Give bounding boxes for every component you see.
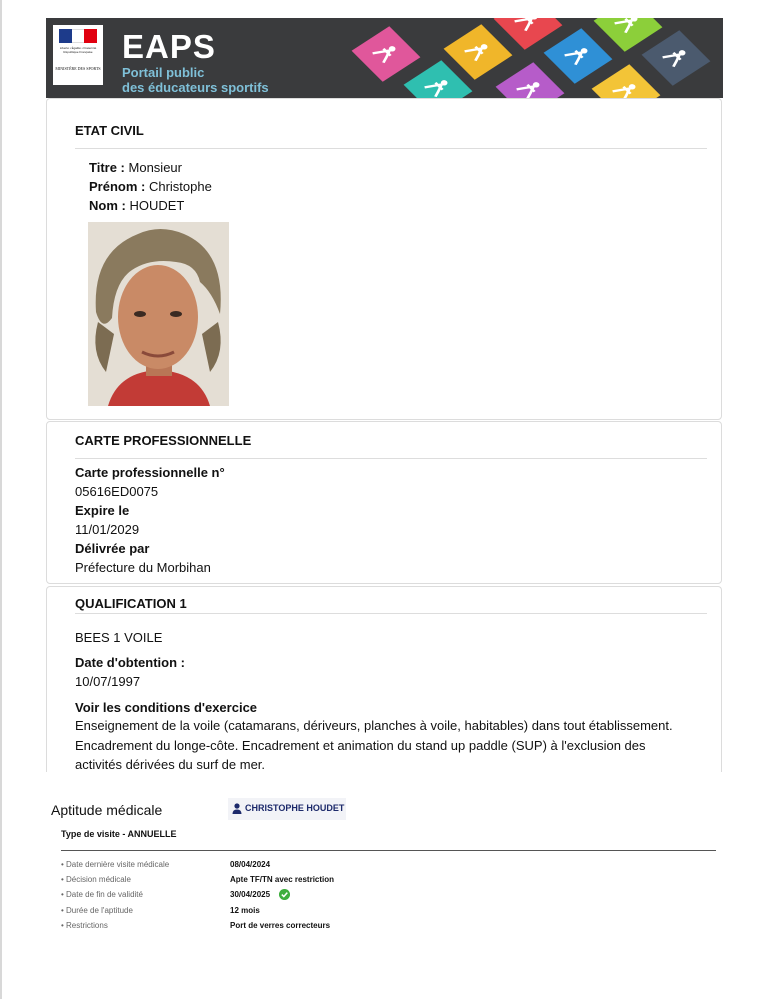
conditions-link[interactable]: Voir les conditions d'exercice xyxy=(75,700,258,715)
divider xyxy=(75,458,707,459)
nom-value: HOUDET xyxy=(129,198,185,213)
prenom-row xyxy=(89,179,212,194)
medical-row-value: 08/04/2024 xyxy=(230,860,271,869)
qualification-heading: QUALIFICATION 1 xyxy=(75,596,187,611)
titre-label: Titre : xyxy=(89,160,125,175)
divider xyxy=(75,613,707,614)
medical-row-label: • Restrictions xyxy=(61,921,108,930)
delivree-value: Préfecture du Morbihan xyxy=(75,560,211,575)
sport-tile-icon xyxy=(352,26,421,82)
diplome-value: BEES 1 VOILE xyxy=(75,630,163,645)
carte-professionnelle-card xyxy=(46,421,722,584)
app-subtitle-line2: des éducateurs sportifs xyxy=(122,80,269,95)
prenom-value: Christophe xyxy=(148,179,212,194)
medical-row-value: 30/04/2025 xyxy=(230,890,271,899)
marianne-logo xyxy=(53,25,103,85)
etat-civil-heading: ETAT CIVIL xyxy=(75,123,144,138)
conditions-line: Encadrement du longe-côte. Encadrement et animation du stand up paddle (SUP) à l'exclusion des xyxy=(75,738,646,753)
ministry-text: MINISTÈRE DES SPORTS xyxy=(55,66,101,71)
medical-row-label: • Date dernière visite médicale xyxy=(61,860,170,869)
divider xyxy=(61,850,716,851)
medical-row-value: 12 mois xyxy=(230,906,260,915)
patient-name: CHRISTOPHE HOUDET xyxy=(245,803,345,813)
expire-label: Expire le xyxy=(75,503,130,518)
obtention-value: 10/07/1997 xyxy=(75,674,141,689)
visit-type: Type de visite - ANNUELLE xyxy=(61,829,177,839)
medical-row-value: Apte TF/TN avec restriction xyxy=(230,875,335,884)
header-banner xyxy=(46,18,723,98)
titre-row xyxy=(89,160,182,175)
person-icon xyxy=(232,803,242,814)
sport-tile-icon xyxy=(494,18,563,50)
sport-tile-icon xyxy=(544,28,613,84)
conditions-line: activités dérivées du surf de mer. xyxy=(75,757,266,772)
expire-value: 11/01/2029 xyxy=(75,522,140,537)
medical-row-label: • Décision médicale xyxy=(61,875,131,884)
carte-numero-label: Carte professionnelle n° xyxy=(75,465,225,480)
delivree-label: Délivrée par xyxy=(75,541,150,556)
sport-tile-icon xyxy=(496,62,565,98)
french-flag-icon xyxy=(59,29,97,43)
prenom-label: Prénom : xyxy=(89,179,146,194)
republique-text: Liberté • Égalité • Fraternité République Française xyxy=(59,46,97,54)
check-circle-icon xyxy=(279,889,290,900)
carte-heading: CARTE PROFESSIONNELLE xyxy=(75,433,252,448)
titre-value: Monsieur xyxy=(128,160,182,175)
sport-tile-icon xyxy=(592,64,661,98)
medical-row-value: Port de verres correcteurs xyxy=(230,921,331,930)
obtention-label: Date d'obtention : xyxy=(75,655,185,670)
qualification-card xyxy=(46,586,722,772)
sport-tile-icon xyxy=(444,24,513,80)
divider xyxy=(75,148,707,149)
app-title: EAPS xyxy=(122,28,216,65)
medical-row-label: • Durée de l'aptitude xyxy=(61,906,133,915)
conditions-line: Enseignement de la voile (catamarans, dériveurs, planches à voile, habitables) dans tout établissement. xyxy=(75,718,673,733)
patient-name-chip xyxy=(228,798,346,820)
nom-label: Nom : xyxy=(89,198,126,213)
medical-title: Aptitude médicale xyxy=(51,802,163,818)
medical-row-label: • Date de fin de validité xyxy=(61,890,143,899)
nom-row xyxy=(89,198,184,213)
app-subtitle-line1: Portail public xyxy=(122,65,205,80)
profile-photo xyxy=(88,222,229,406)
carte-numero-value: 05616ED0075 xyxy=(75,484,159,499)
sport-tile-icon xyxy=(642,30,711,86)
page-edge xyxy=(0,0,2,999)
